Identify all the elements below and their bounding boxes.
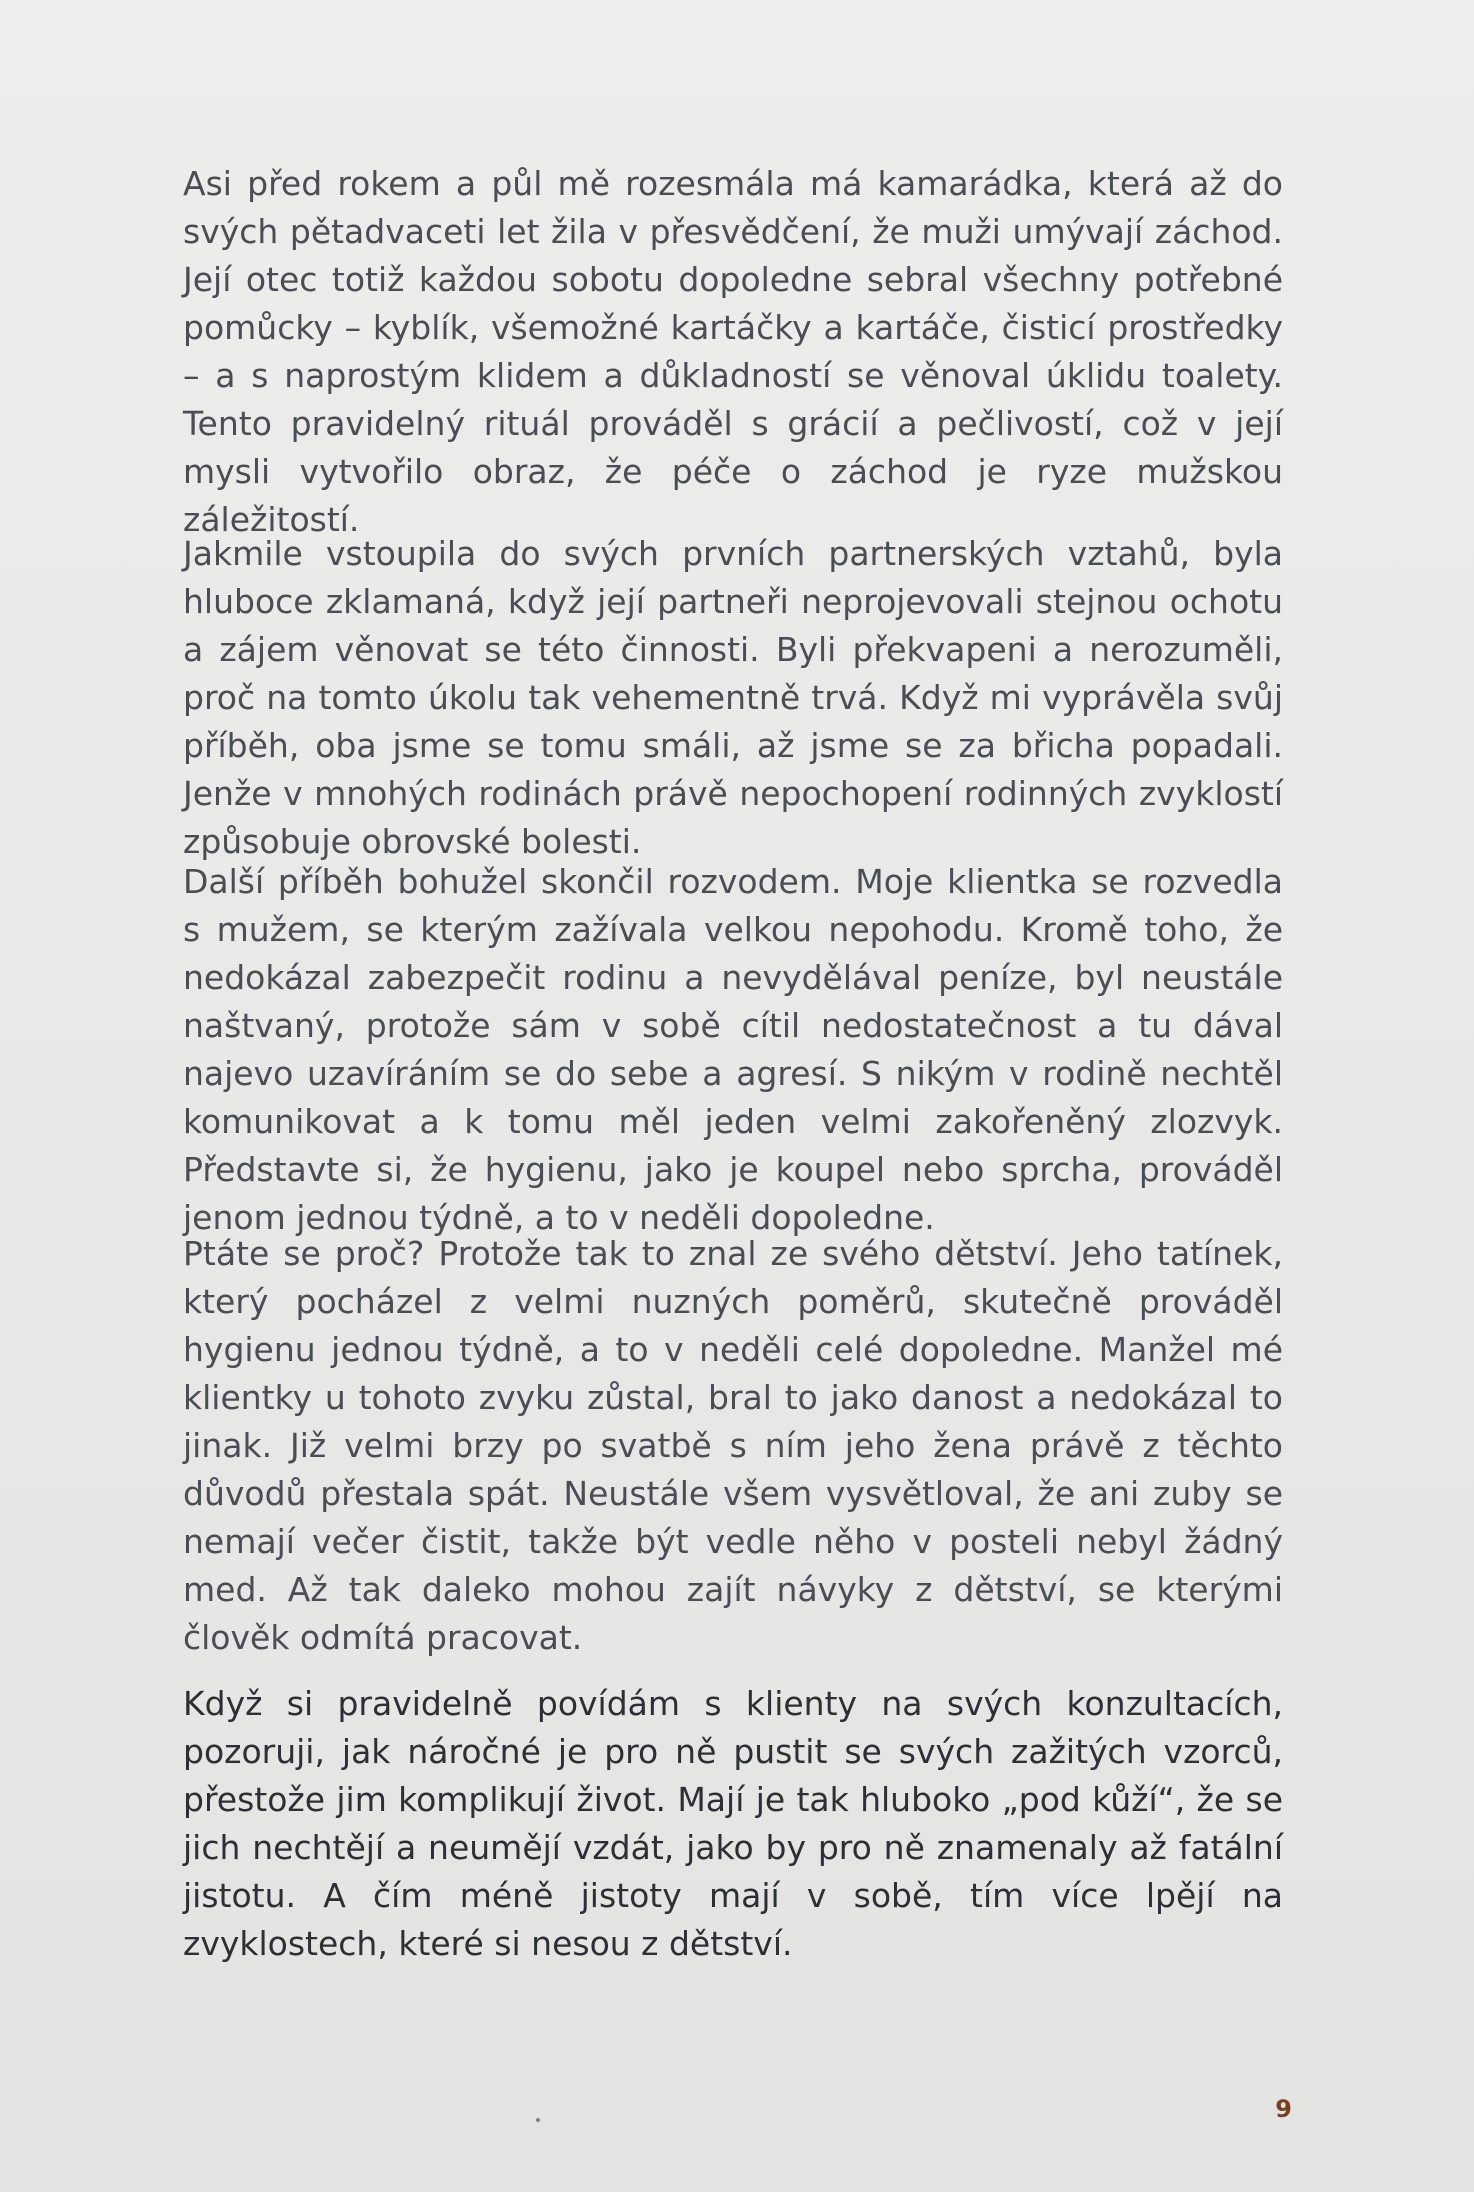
paper-speck [536,2118,540,2122]
paragraph-3: Další příběh bohužel skončil rozvodem. Moje klientka se rozvedla s mužem, se kterým zažívala velkou nepohodu. Kromě toho, že nedokázal zabezpečit rodinu a nevydělával peníze, byl neustále naštvaný, protože sám v sobě cítil nedostatečnost a tu dával najevo uzavíráním se do sebe a agresí. S nikým v rodině nechtěl komunikovat a k tomu měl jeden velmi zakořeněný zlozvyk. Představte si, že hygienu, jako je koupel nebo sprcha, prováděl jenom jednou týdně, a to v neděli dopoledne. [183,862,1283,1237]
paragraph-1: Asi před rokem a půl mě rozesmála má kamarádka, která až do svých pětadvaceti let žila v přesvědčení, že muži umývají záchod. Její otec totiž každou sobotu dopoledne sebral všechny potřebné pomůcky – kyblík, všemožné kartáčky a kartáče, čisticí prostředky – a s naprostým klidem a důkladností se věnoval úklidu toalety. Tento pravidelný rituál prováděl s grácií a pečlivostí, což v její mysli vytvořilo obraz, že péče o záchod je ryze mužskou záležitostí. [183,164,1283,539]
paragraph-5: Když si pravidelně povídám s klienty na svých konzultacích, pozoruji, jak náročné je pro ně pustit se svých zažitých vzorců, přestože jim komplikují život. Mají je tak hluboko „pod kůží“, že se jich nechtějí a neumějí vzdát, jako by pro ně znamenaly až fatální jistotu. A čím méně jistoty mají v sobě, tím více lpějí na zvyklostech, které si nesou z dětství. [183,1684,1283,1963]
paragraph-2: Jakmile vstoupila do svých prvních partnerských vztahů, byla hluboce zklamaná, když její partneři neprojevovali stejnou ochotu a zájem věnovat se této činnosti. Byli překvapeni a nerozuměli, proč na tomto úkolu tak vehementně trvá. Když mi vyprávěla svůj příběh, oba jsme se tomu smáli, až jsme se za břicha popadali. Jenže v mnohých rodinách právě nepochopení rodinných zvyklostí způsobuje obrovské bolesti. [183,534,1283,861]
page-number: 9 [1275,2095,1292,2123]
paragraph-4: Ptáte se proč? Protože tak to znal ze svého dětství. Jeho tatínek, který pocházel z velmi nuzných poměrů, skutečně prováděl hygienu jednou týdně, a to v neděli celé dopoledne. Manžel mé klientky u tohoto zvyku zůstal, bral to jako danost a nedokázal to jinak. Již velmi brzy po svatbě s ním jeho žena právě z těchto důvodů přestala spát. Neustále všem vysvětloval, že ani zuby se nemají večer čistit, takže být vedle něho v posteli nebyl žádný med. Až tak daleko mohou zajít návyky z dětství, se kterými člověk odmítá pracovat. [183,1234,1283,1657]
